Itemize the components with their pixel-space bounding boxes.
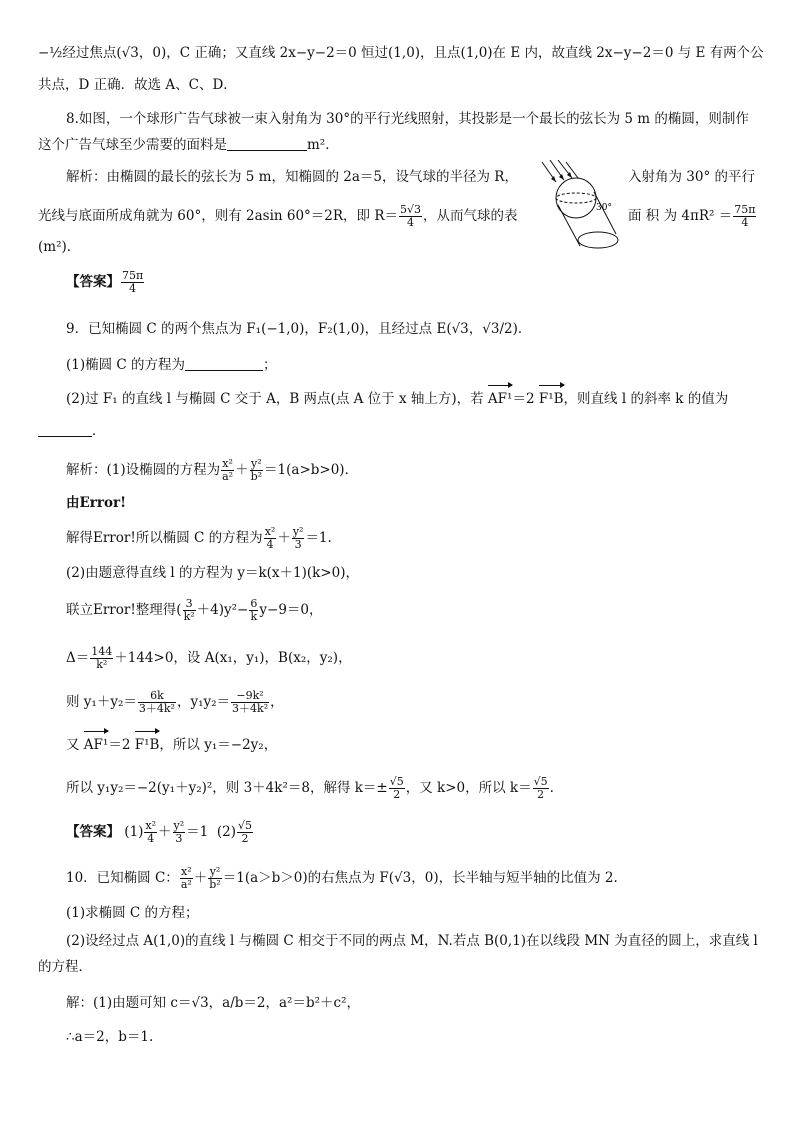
- answer-blank-line: ．: [38, 420, 756, 442]
- solution-line: 由Error!: [66, 495, 127, 511]
- fraction: $\frac{6}{k}$: [250, 597, 258, 623]
- svg-text:30°: 30°: [596, 203, 612, 213]
- fraction: $\frac{\text{y²}}{3}$: [173, 819, 185, 845]
- solution-line: 解得Error!所以椭圆 C 的方程为 $\frac{\text{x²}}{4}$ ＋ $\frac{\text{y²}}{3}$ ＝1.: [66, 525, 332, 551]
- question-9-part1: (1)椭圆 C 的方程为 ；: [66, 357, 277, 373]
- fraction: $\frac{\text{y²}}{\text{b²}}$: [250, 457, 263, 483]
- solution-line: 解：(1)由题可知 c＝√3，a/b＝2，a²＝b²＋c²，: [66, 995, 360, 1011]
- fraction: $\frac{\text{y²}}{\text{b²}}$: [209, 865, 221, 891]
- solution-line: 入射角为 30° 的平行: [628, 169, 756, 185]
- solution-line: 面 积 为 4πR² ＝ $\frac{75\pi}{4}$: [628, 203, 756, 229]
- solution-line: 联立Error!整理得( $\frac{3}{\text{k²}}$ ＋4)y²− $\frac{6}{k}$ y−9＝0，: [66, 597, 323, 623]
- question-9-part2: (2)过 F₁ 的直线 l 与椭圆 C 交于 A，B 两点(点 A 位于 x 轴上方)，若 AF¹＝2 F¹B，则直线 l 的斜率 k 的值为: [66, 388, 756, 410]
- question-10-part1: (1)求椭圆 C 的方程；: [66, 905, 199, 921]
- fraction: $\frac{√5}{2}$: [533, 775, 548, 801]
- fraction: $\frac{75\pi}{4}$: [734, 203, 756, 229]
- solution-line: 解析：由椭圆的最长的弦长为 5 m，知椭圆的 2a＝5，设气球的半径为 R，: [66, 169, 518, 185]
- question-10-cont: 的方程．: [38, 959, 92, 975]
- text-line: 共点，D 正确．故选 A、C、D．: [38, 77, 237, 93]
- fraction: $\frac{75\pi}{4}$: [122, 269, 144, 295]
- fraction: $\frac{\text{y²}}{3}$: [292, 525, 304, 551]
- solution-line: (2)由题意得直线 l 的方程为 y＝k(x＋1)(k>0)，: [66, 565, 359, 581]
- fraction: $\frac{6k}{\text{3＋4k²}}$: [138, 689, 175, 715]
- vector-fb: F¹B: [539, 388, 564, 410]
- solution-line: 光线与底面所成角就为 60°，则有 2asin 60°＝2R，即 R＝ $\frac{5√3}{4}$ ，从而气球的表: [38, 203, 518, 229]
- answer-blank: [38, 422, 92, 437]
- fraction: $\frac{√5}{2}$: [389, 775, 404, 801]
- solution-line: 则 y₁＋y₂＝ $\frac{6k}{\text{3＋4k²}}$ ，y₁y₂＝ $\frac{\text{−9k²}}{\text{3＋4k²}}$ ，: [66, 689, 284, 715]
- fraction: $\frac{144}{\text{k²}}$: [91, 645, 113, 671]
- solution-line: 解析：(1)设椭圆的方程为 $\frac{\text{x²}}{\text{a²}}$ ＋ $\frac{\text{y²}}{\text{b²}}$ ＝1(a>b>0)．: [66, 457, 359, 483]
- fraction: $\frac{\text{x²}}{\text{a²}}$: [180, 865, 192, 891]
- question-10: 10．已知椭圆 C： $\frac{\text{x²}}{\text{a²}}$ ＋ $\frac{\text{y²}}{\text{b²}}$ ＝1(a＞b＞0)的右焦点为 F(√3，0)，长半轴与短半轴的比值为 2.: [66, 865, 618, 891]
- solution-line: (m²)．: [38, 239, 81, 255]
- answer-8: 【答案】 $\frac{75\pi}{4}$: [66, 269, 144, 295]
- vector-fb: F¹B: [135, 734, 160, 756]
- answer-blank: [227, 136, 307, 151]
- question-8: 8.如图，一个球形广告气球被一束入射角为 30°的平行光线照射，其投影是一个最长的弦长为 5 m 的椭圆，则制作: [66, 111, 749, 127]
- question-9: 9．已知椭圆 C 的两个焦点为 F₁(−1,0)，F₂(1,0)，且经过点 E(√3，√3/2)．: [66, 321, 532, 337]
- vector-af: AF¹: [488, 388, 513, 410]
- question-10-part2: (2)设经过点 A(1,0)的直线 l 与椭圆 C 相交于不同的两点 M，N.若点 B(0,1)在以线段 MN 为直径的圆上，求直线 l: [66, 933, 758, 949]
- fraction: $\frac{\text{x²}}{\text{a²}}$: [222, 457, 234, 483]
- fraction: $\frac{√5}{2}$: [237, 819, 252, 845]
- fraction: $\frac{\text{−9k²}}{\text{3＋4k²}}$: [232, 689, 269, 715]
- fraction: $\frac{\text{x²}}{4}$: [145, 819, 157, 845]
- solution-line: ∴a＝2，b＝1.: [66, 1029, 154, 1045]
- fraction: $\frac{\text{x²}}{4}$: [264, 525, 276, 551]
- vector-af: AF¹: [84, 734, 109, 756]
- solution-line: Δ＝ $\frac{144}{\text{k²}}$ ＋144>0，设 A(x₁，y₁)，B(x₂，y₂)，: [66, 645, 352, 671]
- text-line: −½经过焦点(√3，0)，C 正确；又直线 2x−y−2＝0 恒过(1,0)，且点(1,0)在 E 内，故直线 2x−y−2＝0 与 E 有两个公: [38, 45, 764, 61]
- solution-line: 又 AF¹＝2 F¹B，所以 y₁＝−2y₂，: [66, 734, 756, 756]
- fraction: $\frac{3}{\text{k²}}$: [183, 597, 195, 623]
- solution-line: 所以 y₁y₂＝−2(y₁＋y₂)²，则 3＋4k²＝8，解得 k＝± $\frac{√5}{2}$ ，又 k>0，所以 k＝ $\frac{√5}{2}$ .: [66, 775, 554, 801]
- balloon-figure: [536, 160, 622, 252]
- question-8-cont: 这个广告气球至少需要的面料是 m²．: [38, 137, 339, 153]
- answer-9: 【答案】 (1) $\frac{\text{x²}}{4}$ ＋ $\frac{\text{y²}}{3}$ ＝1 (2) $\frac{√5}{2}$: [66, 819, 252, 845]
- answer-blank: [185, 356, 263, 371]
- balloon-diagram: [536, 160, 622, 252]
- fraction: $\frac{5√3}{4}$: [400, 203, 422, 229]
